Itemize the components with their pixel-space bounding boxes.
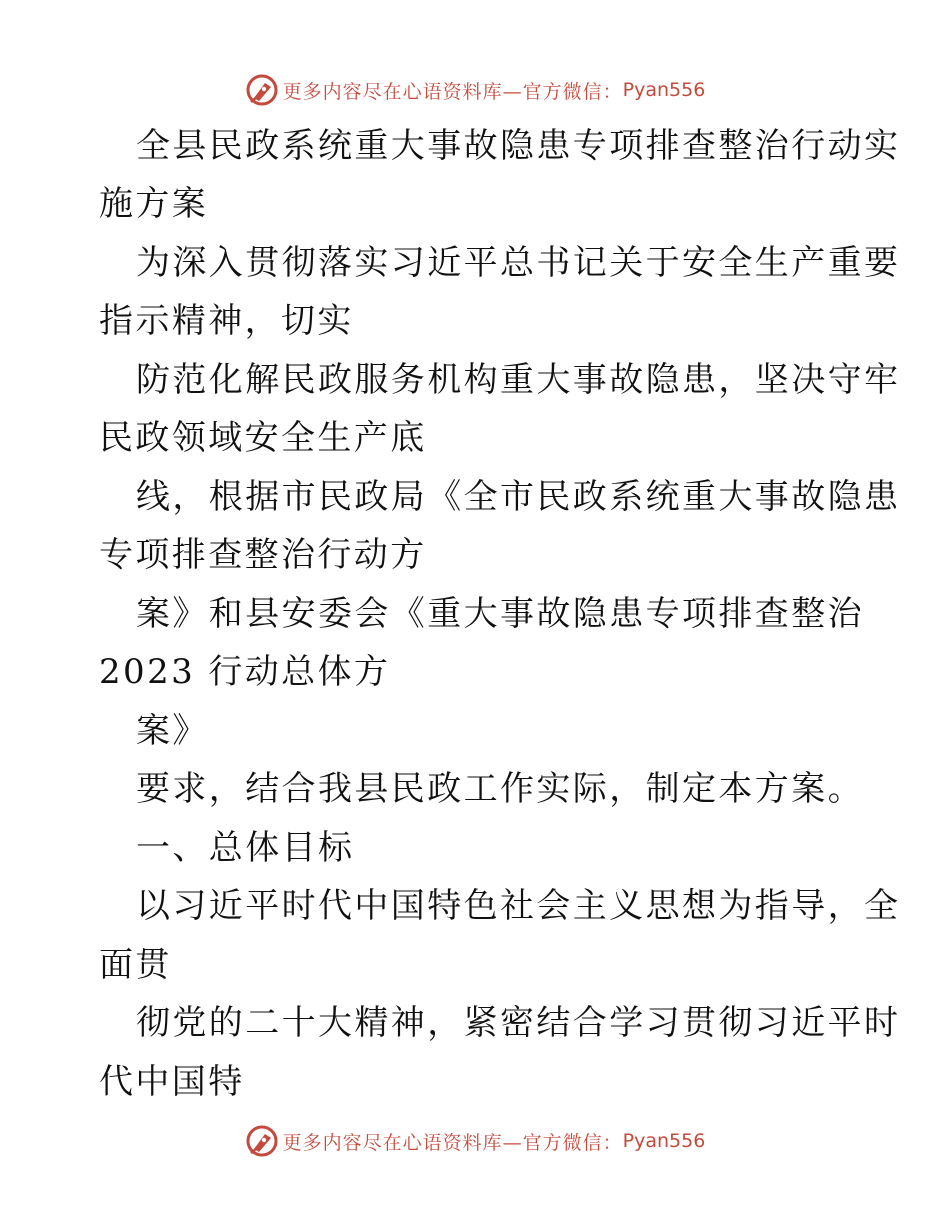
pen-nib-logo-icon (245, 73, 279, 107)
paragraph-line: 案》和县安委会《重大事故隐患专项排查整治 (136, 594, 864, 634)
watermark-wechat-id: Pyan556 (622, 1130, 706, 1152)
paragraph-line: 指示精神，切实 (99, 301, 354, 341)
watermark-text: 更多内容尽在心语资料库—官方微信： (282, 1131, 623, 1154)
document-title-line: 全县民政系统重大事故隐患专项排查整治行动实 (136, 126, 901, 166)
section-heading: 一、总体目标 (136, 828, 355, 868)
document-title-line: 施方案 (99, 184, 209, 224)
paragraph-line: 案》 (136, 711, 209, 751)
paragraph-line: 以习近平时代中国特色社会主义思想为指导，全 (136, 886, 901, 926)
paragraph-line: 代中国特 (99, 1062, 245, 1102)
footer-watermark (0, 1121, 950, 1161)
paragraph-line: 专项排查整治行动方 (99, 535, 427, 575)
paragraph-line: 线，根据市民政局《全市民政系统重大事故隐患 (136, 477, 901, 517)
paragraph-line: 防范化解民政服务机构重大事故隐患，坚决守牢 (136, 360, 901, 400)
paragraph-line: 2023 行动总体方 (99, 652, 391, 692)
watermark-text: 更多内容尽在心语资料库—官方微信： (282, 80, 623, 103)
paragraph-line: 民政领域安全生产底 (99, 418, 427, 458)
pen-nib-logo-icon (245, 1124, 279, 1158)
watermark-wechat-id: Pyan556 (622, 79, 706, 101)
paragraph-line: 面贯 (99, 945, 172, 985)
paragraph-line: 彻党的二十大精神，紧密结合学习贯彻习近平时 (136, 1003, 901, 1043)
header-watermark (0, 70, 950, 110)
paragraph-line: 为深入贯彻落实习近平总书记关于安全生产重要 (136, 243, 901, 283)
paragraph-line: 要求，结合我县民政工作实际，制定本方案。 (136, 769, 864, 809)
